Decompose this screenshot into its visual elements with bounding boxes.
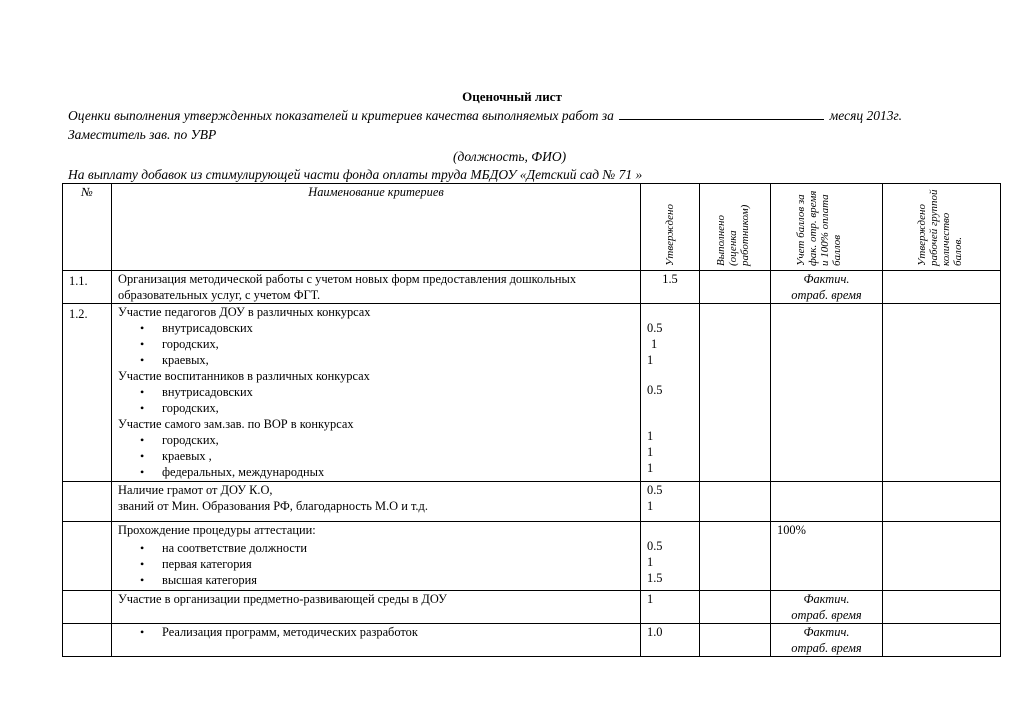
criteria-line: званий от Мин. Образования РФ, благодарность М.О и т.д.: [118, 499, 428, 513]
score-value: 1: [647, 429, 654, 443]
criteria-group-title: Участие самого зам.зав. по ВОР в конкурсах: [118, 417, 354, 431]
list-item: • Реализация программ, методических разработок: [118, 624, 636, 640]
score-value: 1: [647, 461, 654, 475]
row-number: [63, 522, 112, 591]
evaluation-line: [68, 108, 902, 124]
criteria-cell: [112, 522, 641, 591]
criteria-line: Наличие грамот от ДОУ К.О,: [118, 483, 273, 497]
list-item: • краевых,: [118, 352, 636, 368]
list-item: • федеральных, международных: [118, 464, 636, 480]
list-item: • высшая категория: [118, 572, 636, 588]
score-value: 1: [647, 555, 654, 569]
account-cell: [771, 271, 883, 304]
account-cell: [771, 482, 883, 522]
criteria-group-title: Участие воспитанников в различных конкурсах: [118, 369, 370, 383]
group-score-cell[interactable]: [883, 591, 1001, 624]
account-cell: [771, 624, 883, 657]
approved-score-list: [641, 522, 700, 591]
done-score-cell[interactable]: [700, 482, 771, 522]
table-row: [63, 304, 1001, 482]
table-header-row: [63, 184, 1001, 271]
account-line: Фактич.: [803, 272, 850, 286]
score-value: 0.5: [647, 321, 663, 335]
row-number: [63, 624, 112, 657]
criteria-table: [62, 183, 1001, 657]
account-line: отраб. время: [791, 608, 862, 622]
table-row: [63, 482, 1001, 522]
group-score-cell[interactable]: [883, 304, 1001, 482]
approved-header-text: Утверждено: [664, 204, 676, 266]
position-hint: (должность, ФИО): [453, 149, 567, 164]
list-item: • городских,: [118, 432, 636, 448]
purpose-line: На выплату добавок из стимулирующей части фонда оплаты труда МБДОУ «Детский сад № 71 »: [68, 167, 643, 182]
column-header-approved: [641, 184, 700, 271]
table-row: [63, 271, 1001, 304]
table-row: [63, 522, 1001, 591]
account-line: Фактич.: [803, 625, 850, 639]
month-blank-field[interactable]: [619, 108, 824, 120]
criteria-cell: Участие в организации предметно-развивающей среды в ДОУ: [112, 591, 641, 624]
evaluation-line-suffix: месяц 2013г.: [829, 108, 902, 123]
approved-score: 1: [641, 591, 700, 624]
account-line: отраб. время: [791, 288, 862, 302]
evaluation-line-text: Оценки выполнения утвержденных показателей и критериев качества выполняемых работ за: [68, 108, 614, 123]
account-line: Фактич.: [803, 592, 850, 606]
criteria-cell: [112, 304, 641, 482]
criteria-group-title: Участие педагогов ДОУ в различных конкурсах: [118, 305, 371, 319]
criteria-cell: [112, 482, 641, 522]
list-item: • внутрисадовских: [118, 384, 636, 400]
approved-score-list: [641, 304, 700, 482]
group-score-cell[interactable]: [883, 522, 1001, 591]
row-number: [63, 591, 112, 624]
group-header-text: Утверждено рабочей группой количество балов.: [915, 189, 964, 266]
list-item: • городских,: [118, 400, 636, 416]
score-value: 1: [647, 353, 654, 367]
score-value: 0.5: [647, 483, 663, 497]
column-header-group: [883, 184, 1001, 271]
row-number: 1.2.: [63, 304, 112, 482]
account-cell: 100%: [771, 522, 883, 591]
score-value: 1: [647, 445, 654, 459]
approved-score: 1.0: [641, 624, 700, 657]
group-score-cell[interactable]: [883, 482, 1001, 522]
done-score-cell[interactable]: [700, 624, 771, 657]
column-header-done: [700, 184, 771, 271]
done-score-cell[interactable]: [700, 591, 771, 624]
account-header-text: Учет баллов за фак. отр. время и 100% оплата баллов: [794, 190, 843, 266]
criteria-line: образовательных услуг, с учетом ФГТ.: [118, 288, 321, 302]
account-cell: [771, 304, 883, 482]
account-cell: [771, 591, 883, 624]
position-line: Заместитель зав. по УВР: [68, 127, 217, 142]
done-score-cell[interactable]: [700, 522, 771, 591]
column-header-name: Наименование критериев: [112, 184, 641, 271]
list-item: • на соответствие должности: [118, 540, 636, 556]
score-value: 0.5: [647, 539, 663, 553]
done-score-cell[interactable]: [700, 304, 771, 482]
list-item: • краевых ,: [118, 448, 636, 464]
row-number: [63, 482, 112, 522]
score-value: 0.5: [647, 383, 663, 397]
list-item: • первая категория: [118, 556, 636, 572]
criteria-line: Организация методической работы с учетом новых форм предоставления дошкольных: [118, 272, 577, 286]
criteria-cell: [112, 271, 641, 304]
row-number: 1.1.: [63, 271, 112, 304]
account-line: отраб. время: [791, 641, 862, 655]
document-title: Оценочный лист: [462, 89, 562, 104]
criteria-cell: [112, 624, 641, 657]
list-item: • городских,: [118, 336, 636, 352]
criteria-title: Прохождение процедуры аттестации:: [118, 523, 316, 537]
approved-score-list: [641, 482, 700, 522]
score-value: 1: [647, 499, 654, 513]
group-score-cell[interactable]: [883, 271, 1001, 304]
list-item: • внутрисадовских: [118, 320, 636, 336]
approved-score: 1.5: [641, 271, 700, 304]
score-value: 1.5: [647, 571, 663, 585]
table-row: [63, 591, 1001, 624]
group-score-cell[interactable]: [883, 624, 1001, 657]
column-header-account: [771, 184, 883, 271]
column-header-num: №: [63, 184, 112, 271]
score-value: 1: [651, 337, 658, 351]
done-header-text: Выполнено (оценка работником): [715, 204, 751, 266]
table-row: [63, 624, 1001, 657]
done-score-cell[interactable]: [700, 271, 771, 304]
